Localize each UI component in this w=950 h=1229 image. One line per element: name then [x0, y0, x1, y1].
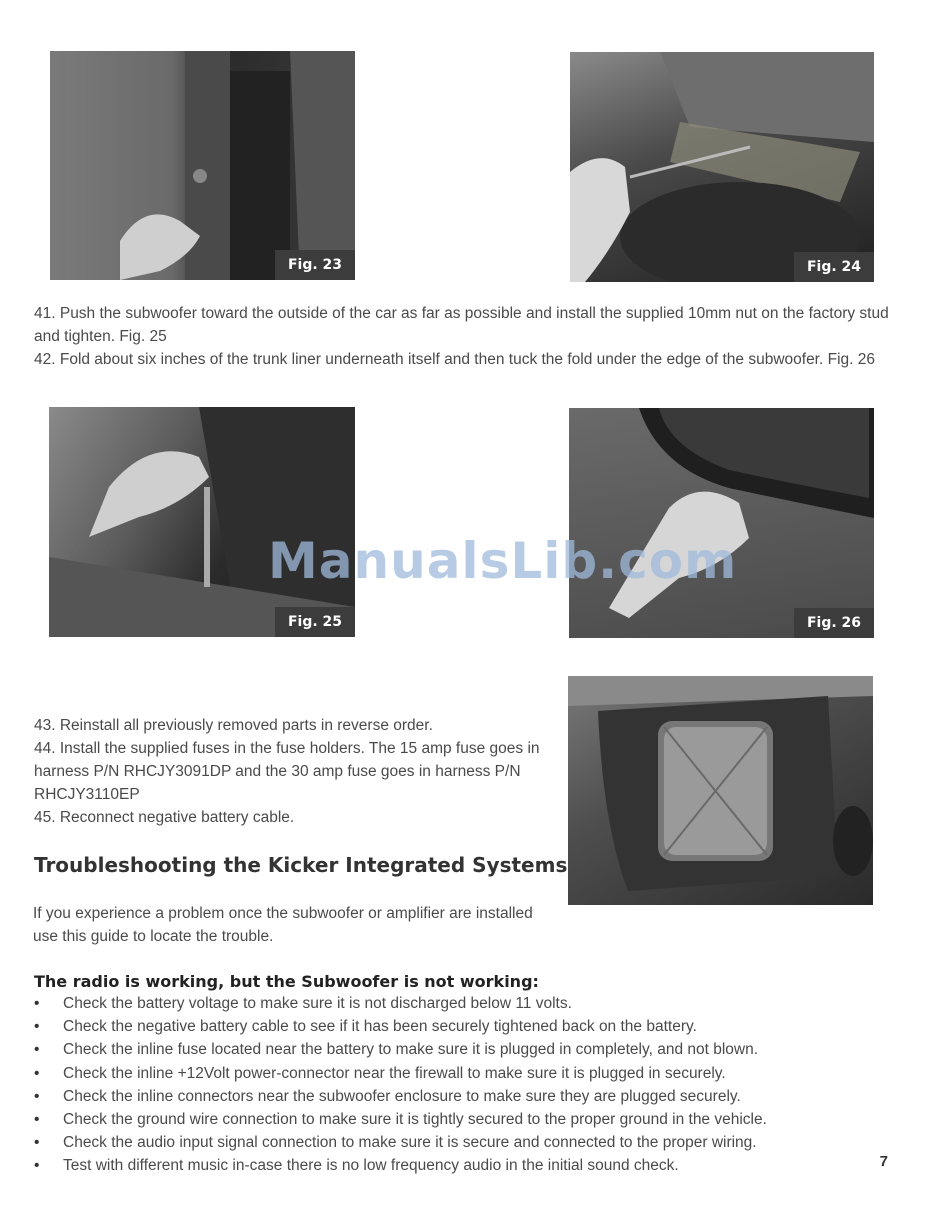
bullet-icon: •: [34, 1018, 40, 1036]
figure-26-illustration: [569, 408, 874, 638]
list-item: • Check the inline connectors near the subwoofer enclosure to make sure they are plugged securely.: [30, 1085, 767, 1108]
list-item: • Check the negative battery cable to see if it has been securely tightened back on the battery.: [30, 1015, 767, 1038]
figure-25-photo: [49, 407, 355, 637]
list-item: • Check the audio input signal connection to make sure it is secure and connected to the proper wiring.: [30, 1131, 767, 1154]
troubleshooting-intro: If you experience a problem once the subwoofer or amplifier are installed use this guide to locate the trouble.: [33, 905, 533, 945]
list-item: • Check the inline fuse located near the battery to make sure it is plugged in completely, and not blown.: [30, 1038, 767, 1061]
troubleshooting-checklist: [30, 992, 767, 1178]
step-44: 44. Install the supplied fuses in the fuse holders. The 15 amp fuse goes in harness P/N RHCJY3091DP and the 30 amp fuse goes in harness P/N RHCJY3110EP: [34, 740, 540, 803]
subwoofer-illustration: [568, 676, 873, 905]
step-43: 43. Reinstall all previously removed parts in reverse order.: [34, 717, 433, 734]
bullet-icon: •: [34, 1111, 40, 1129]
page-number: 7: [879, 1153, 888, 1170]
figure-24-illustration: [570, 52, 874, 282]
figure-24-label: Fig. 24: [794, 252, 874, 282]
figure-23-label: Fig. 23: [275, 250, 355, 280]
figure-25-label: Fig. 25: [275, 607, 355, 637]
figure-25-illustration: [49, 407, 355, 637]
bullet-icon: •: [34, 1134, 40, 1152]
figure-26-label: Fig. 26: [794, 608, 874, 638]
list-item: • Check the inline +12Volt power-connector near the firewall to make sure it is plugged in securely.: [30, 1062, 767, 1085]
figure-26-photo: [569, 408, 874, 638]
subwoofer-installed-photo: [568, 676, 873, 905]
figure-23-illustration: [50, 51, 355, 280]
step-41: 41. Push the subwoofer toward the outside of the car as far as possible and install the supplied 10mm nut on the factory stud and tighten. Fig. 25: [34, 305, 889, 345]
step-45: 45. Reconnect negative battery cable.: [34, 809, 295, 826]
list-item: • Check the battery voltage to make sure it is not discharged below 11 volts.: [30, 992, 767, 1015]
troubleshooting-title: Troubleshooting the Kicker Integrated Systems: [34, 853, 568, 877]
list-item: • Check the ground wire connection to make sure it is tightly secured to the proper ground in the vehicle.: [30, 1108, 767, 1131]
bullet-icon: •: [34, 1087, 40, 1105]
bullet-icon: •: [34, 1041, 40, 1059]
bullet-icon: •: [34, 1064, 40, 1082]
manualslib-watermark: ManualsLib.com: [268, 532, 738, 590]
figure-23-photo: [50, 51, 355, 280]
bullet-icon: •: [34, 1157, 40, 1175]
troubleshooting-subheading: The radio is working, but the Subwoofer is not working:: [34, 972, 539, 991]
list-item: • Test with different music in-case there is no low frequency audio in the initial sound check.: [30, 1154, 767, 1177]
figure-24-photo: [570, 52, 874, 282]
step-42: 42. Fold about six inches of the trunk liner underneath itself and then tuck the fold under the edge of the subwoofer. Fig. 26: [34, 351, 875, 368]
bullet-icon: •: [34, 995, 40, 1012]
